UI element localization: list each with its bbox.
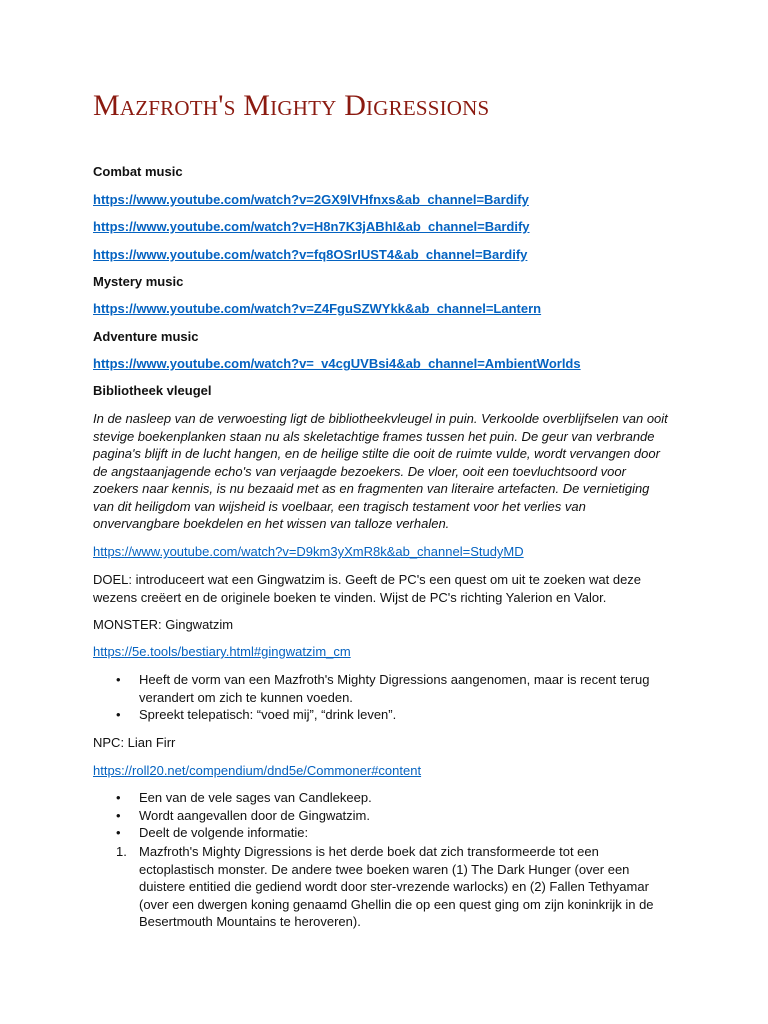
list-item: • Heeft de vorm van een Mazfroth's Mighty Digressions aangenomen, maar is recent terug verandert om zich te kunnen voeden. xyxy=(93,671,673,706)
npc-link[interactable]: https://roll20.net/compendium/dnd5e/Commoner#content xyxy=(93,763,422,778)
npc-bullet-list xyxy=(93,789,673,842)
list-item: • Een van de vele sages van Candlekeep. xyxy=(93,789,673,807)
library-wing-heading: Bibliotheek vleugel xyxy=(93,383,212,398)
list-item: • Deelt de volgende informatie: xyxy=(93,824,673,842)
combat-music-link-3[interactable]: https://www.youtube.com/watch?v=fq8OSrIUST4&ab_channel=Bardify xyxy=(93,247,528,262)
mystery-music-heading: Mystery music xyxy=(93,274,184,289)
document-title: Mazfroth's Mighty Digressions xyxy=(93,89,490,122)
list-item: • Spreekt telepatisch: “voed mij”, “drink leven”. xyxy=(93,706,673,724)
monster-label: MONSTER: Gingwatzim xyxy=(93,617,234,632)
list-number: 1. xyxy=(116,844,127,859)
combat-music-heading: Combat music xyxy=(93,164,183,179)
adventure-music-heading: Adventure music xyxy=(93,329,199,344)
npc-numbered-list xyxy=(93,843,673,931)
goal-text: DOEL: introduceert wat een Gingwatzim is. Geeft de PC's een quest om uit te zoeken wat deze wezens creëert en de originele boeken te vinden. Wijst de PC's richting Yalerion en Valor. xyxy=(93,572,642,605)
library-wing-description: In de nasleep van de verwoesting ligt de bibliotheekvleugel in puin. Verkoolde overblijfselen van ooit stevige boekenplanken staan nu als skeletachtige frames tussen het puin. De geur van verbrande pagina's blijft in de lucht hangen, en de heilige stilte die ooit de ruimte vulde, wordt vervangen door de angstaanjagende echo's van verjaagde bezoekers. De vloer, ooit een toevluchtsoord voor zoekers naar kennis, is nu bezaaid met as en fragmenten van literaire artefacten. De vernietiging van dit heiligdom van wijsheid is voelbaar, een tragisch testament voor het verlies van onvervangbare boekdelen en het wissen van talloze verhalen. xyxy=(93,411,668,531)
mystery-music-link[interactable]: https://www.youtube.com/watch?v=Z4FguSZWYkk&ab_channel=Lantern xyxy=(93,301,542,316)
combat-music-link-2[interactable]: https://www.youtube.com/watch?v=H8n7K3jABhI&ab_channel=Bardify xyxy=(93,219,530,234)
adventure-music-link[interactable]: https://www.youtube.com/watch?v=_v4cgUVBsi4&ab_channel=AmbientWorlds xyxy=(93,356,581,371)
list-item xyxy=(93,843,673,931)
list-item: • Wordt aangevallen door de Gingwatzim. xyxy=(93,807,673,825)
monster-bullet-list xyxy=(93,671,673,724)
list-item-text: Mazfroth's Mighty Digressions is het derde boek dat zich transformeerde tot een ectoplastisch monster. De andere twee boeken waren (1) The Dark Hunger (over een duistere entitied die gediend wordt door ster-vrezende warlocks) en (2) Fallen Tethyamar (over een dwergen koning genaamd Ghellin die op een quest ging om zijn koninkrijk in de Besertmouth Mountains te heroveren). xyxy=(139,844,654,929)
npc-label: NPC: Lian Firr xyxy=(93,735,176,750)
library-wing-link[interactable]: https://www.youtube.com/watch?v=D9km3yXmR8k&ab_channel=StudyMD xyxy=(93,544,524,559)
monster-link[interactable]: https://5e.tools/bestiary.html#gingwatzim_cm xyxy=(93,644,351,659)
combat-music-link-1[interactable]: https://www.youtube.com/watch?v=2GX9lVHfnxs&ab_channel=Bardify xyxy=(93,192,529,207)
